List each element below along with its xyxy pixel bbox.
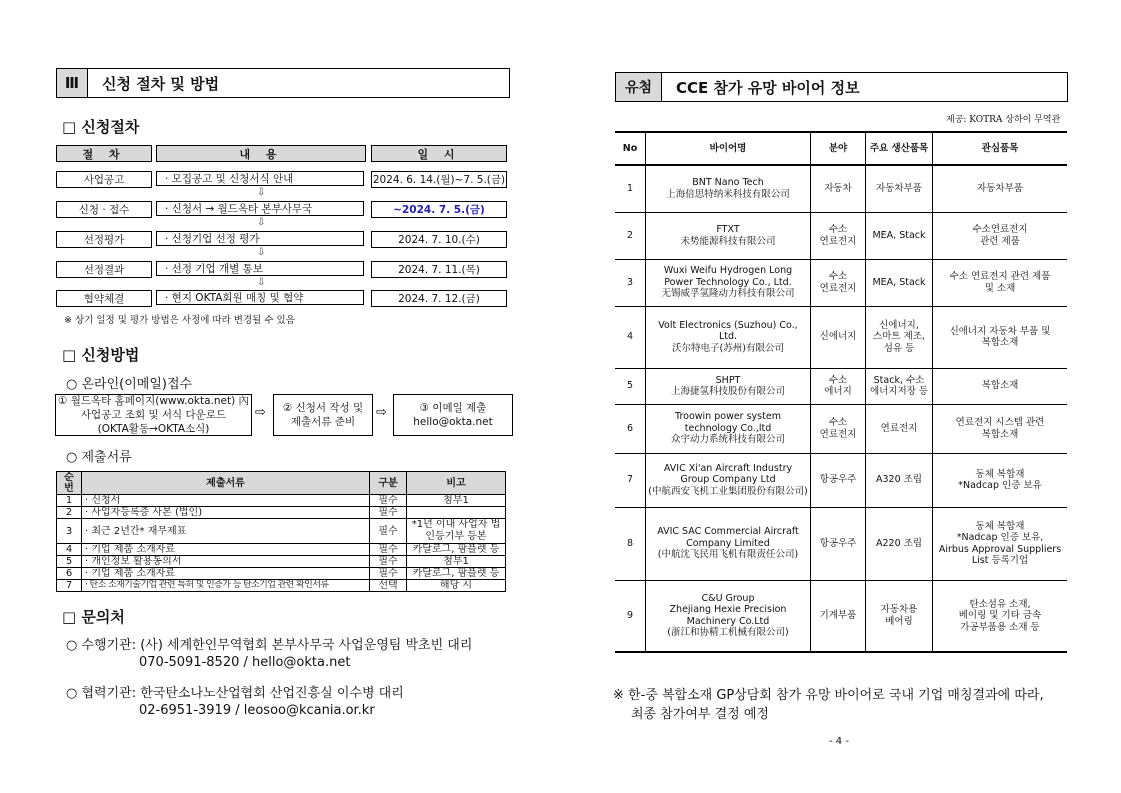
buyer-field-line: 연료전지 [819,282,857,294]
buyer-interest-line: 베이링 및 기타 금속 [958,610,1042,621]
buyer-row [615,368,1067,404]
buyer-field-line: 에너지 [824,386,852,397]
proc-date: ~2024. 7. 5.(금) [371,201,507,218]
proc-desc: · 선정 기업 개별 통보 [156,261,364,276]
flow-step-2-line1: ② 신청서 작성 및 [282,402,364,414]
buyer-product [866,306,933,368]
docs-header-no: 순번 [57,472,82,495]
buyer-row [615,507,1067,580]
proc-desc: · 신청기업 선정 평가 [156,231,364,246]
buyer-interest-line: 복합소재 [981,337,1019,348]
proc-date: 2024. 7. 10.(수) [371,231,507,248]
buyer-name-line: Group Company Ltd [680,474,776,486]
flow-step-1-line2: 사업공고 조회 및 서식 다운로드 [80,409,227,421]
buyer-name-line: 众宇动力系统科技有限公司 [670,434,785,446]
buyer-name [646,165,811,212]
buyer-name-line: SHPT [715,374,741,386]
docs-row [57,519,506,544]
buyer-interest-line: 및 소재 [984,282,1016,294]
proc-step: 사업공고 [56,171,152,188]
docs-row [57,556,506,568]
buyer-no: 1 [615,165,646,212]
proc-header-date: 일 시 [371,145,507,162]
buyer-product-line: 에너지저장 등 [869,386,929,397]
proc-date: 2024. 7. 12.(금) [371,290,507,307]
buyer-interest-line: 복합소재 [981,380,1019,392]
buyer-product-line: 자동차부품 [876,183,922,194]
buyer-product-line: MEA, Stack [872,276,926,288]
buyer-interest-line: 연료전지 시스템 관련 [955,417,1045,428]
flow-step-1-line1: ① 월드옥타 홈페이지(www.okta.net) 內 [57,395,250,407]
buyer-field-line: 수소 [828,374,848,386]
docs-cell-note: *1년 이내 사업자 법인등기부 등본 [407,519,506,544]
proc-step: 선정결과 [56,261,152,278]
buyer-field-line: 수소 [828,417,848,428]
buyer-name-line: (中航西安飞机工业集团股份有限公司) [648,485,808,497]
flow-step-3-email[interactable]: hello@okta.net [413,416,493,428]
docs-cell-no: 1 [57,495,82,507]
buyer-product-line: 섬유 등 [883,342,915,354]
buyer-interest-line: 탄소섬유 소재, [969,598,1031,610]
contact-line-1: ○ 수행기관: (사) 세계한인무역협회 본부사무국 사업운영팀 박초빈 대리 [66,638,473,653]
buyer-name-line: AVIC Xi'an Aircraft Industry [663,462,793,474]
page-number: - 4 - [829,736,849,747]
buyer-product-line: 베어링 [885,615,913,627]
buyer-field-line: 신에너지 [819,331,857,343]
buyer-field [811,165,866,212]
docs-header-type: 구분 [370,472,407,495]
docs-cell-no: 7 [57,580,82,592]
buyer-product [866,259,933,306]
proc-desc: · 모집공고 및 신청서식 안내 [156,171,364,186]
buyer-field-line: 수소 [828,271,848,282]
buyer-name-line: 上海倍思特纳米科技有限公司 [666,188,790,200]
buyer-name-line: Troowin power system [675,411,781,423]
buyer-interest [933,212,1068,259]
buyer-interest [933,165,1068,212]
buyer-product-line: A220 조립 [875,537,922,549]
buyer-row [615,404,1067,453]
proc-step: 선정평가 [56,231,152,248]
buyer-field [811,306,866,368]
buyer-name-line: Company Limited [686,537,770,549]
buyer-product [866,453,933,507]
flow-arrow-icon: ⇨ [255,405,266,420]
buyer-no: 4 [615,306,646,368]
docs-cell-note: 첨부1 [407,495,506,507]
down-arrow-icon: ⇩ [257,277,266,288]
contact-line-1b: 070-5091-8520 / hello@okta.net [139,655,351,670]
buyer-product [866,165,933,212]
buyer-interest [933,404,1068,453]
proc-header-step: 절 차 [56,145,152,162]
proc-date: 2024. 7. 11.(목) [371,261,507,278]
buyer-interest-line: *Nadcap 인증 보유 [958,480,1042,491]
buyer-name-line: Wuxi Weifu Hydrogen Long [663,265,793,277]
buyer-field-line: 연료전지 [819,235,857,247]
procedure-note: ※ 상기 일정 및 평가 방법은 사정에 따라 변경될 수 있음 [64,315,295,326]
buyer-name-line: C&U Group [701,592,755,604]
docs-cell-type: 필수 [370,507,407,519]
online-label: ○ 온라인(이메일)접수 [66,377,193,392]
buyer-field-line: 항공우주 [819,474,857,486]
section-header [56,68,510,98]
buyer-interest-line: Airbus Approval Suppliers [938,543,1062,555]
buyer-interest-line: 신에너지 자동차 부품 및 [949,325,1051,337]
buyer-interest-line: 관련 제품 [980,235,1020,247]
buyer-header-no: No [615,132,646,165]
proc-desc: · 신청서 → 월드옥타 본부사무국 [156,201,364,216]
buyer-name-line: Zhejiang Hexie Precision [669,604,787,616]
buyer-product-line: Stack, 수소 [873,374,925,386]
buyer-field [811,368,866,404]
buyer-name-line: Power Technology Co., Ltd. [664,276,792,288]
proc-step: 협약체결 [56,290,152,307]
buyer-interest-line: *Nadcap 인증 보유, [956,532,1044,543]
docs-cell-doc: · 신청서 [82,495,370,507]
buyer-no: 6 [615,404,646,453]
docs-cell-doc: · 탄소 소재기술기업 관련 특허 및 인증가 등 탄소기업 관련 확인서류 [82,580,370,592]
docs-table [56,471,506,592]
buyer-row [615,453,1067,507]
buyer-name-line: 无锡威孚氢隆动力科技有限公司 [661,288,795,300]
proc-desc: · 현지 OKTA회원 매칭 및 협약 [156,290,364,305]
buyer-row [615,580,1067,652]
docs-cell-note: 카달로그, 팜플렛 등 [407,568,506,580]
flow-arrow-icon: ⇨ [376,405,387,420]
docs-cell-type: 필수 [370,544,407,556]
flow-step-1 [55,394,252,436]
buyer-name-line: (浙江和协精工机械有限公司) [667,627,789,639]
buyer-field-line: 연료전지 [819,428,857,440]
buyer-name-line: (中航沈飞民用飞机有限责任公司) [657,549,799,561]
buyer-field-line: 기계부품 [819,610,857,621]
docs-row [57,568,506,580]
docs-header-doc: 제출서류 [82,472,370,495]
buyer-product [866,368,933,404]
buyer-no: 3 [615,259,646,306]
section-title: 신청 절차 및 방법 [102,74,220,93]
buyer-field [811,453,866,507]
buyer-field-line: 수소 [828,224,848,235]
docs-row [57,495,506,507]
contact-line-2b: 02-6951-3919 / leosoo@kcania.or.kr [139,703,375,718]
buyer-name [646,212,811,259]
docs-cell-doc: · 기업 제품 소개자료 [82,544,370,556]
proc-header-content: 내 용 [156,145,366,162]
docs-cell-no: 6 [57,568,82,580]
footnote-line-2: 최종 참가여부 결정 예정 [631,707,769,722]
buyer-row [615,259,1067,306]
buyer-name [646,507,811,580]
buyer-header-field: 분야 [811,132,866,165]
buyer-row [615,306,1067,368]
docs-cell-doc: · 사업자등록증 사본 (법인) [82,507,370,519]
buyer-interest [933,259,1068,306]
down-arrow-icon: ⇩ [257,187,266,198]
buyer-product [866,404,933,453]
buyer-no: 2 [615,212,646,259]
buyer-interest-line: 동체 복합재 [975,468,1025,480]
buyer-product-line: A320 조립 [875,474,922,486]
buyer-interest-line: 수소 연료전지 관련 제품 [949,271,1051,282]
docs-cell-no: 4 [57,544,82,556]
buyer-interest [933,368,1068,404]
buyer-name-line: 上海捷氢科技股份有限公司 [670,386,785,397]
footnote-line-1: ※ 한-중 복합소재 GP상담회 참가 유망 바이어로 국내 기업 매칭결과에 따라, [613,688,1044,703]
buyer-name-line: technology Co.,ltd [684,422,772,434]
buyer-field [811,259,866,306]
buyer-name-line: FTXT [716,224,740,235]
proc-date: 2024. 6. 14.(월)~7. 5.(금) [371,171,507,188]
buyer-name [646,453,811,507]
flow-step-3-line1: ③ 이메일 제출 [419,402,487,414]
down-arrow-icon: ⇩ [257,217,266,228]
docs-cell-doc: · 기업 제품 소개자료 [82,568,370,580]
docs-cell-type: 선택 [370,580,407,592]
buyer-interest-line: List 등록기업 [971,555,1029,566]
docs-row [57,544,506,556]
proc-step: 신청 · 접수 [56,201,152,218]
buyer-interest [933,453,1068,507]
docs-cell-type: 필수 [370,519,407,544]
buyer-name-line: Machinery Co.Ltd [686,615,770,627]
method-heading: □ 신청방법 [62,346,140,364]
procedure-heading: □ 신청절차 [62,118,140,136]
buyer-interest [933,306,1068,368]
buyer-name-line: Volt Electronics (Suzhou) Co., Ltd. [658,319,798,343]
buyer-product-line: 연료전지 [880,422,918,434]
buyer-no: 9 [615,580,646,652]
appendix-title: CCE 참가 유망 바이어 정보 [676,78,860,97]
docs-heading: ○ 제출서류 [66,450,132,465]
source-note: 제공: KOTRA 상하이 무역관 [946,115,1061,125]
buyer-name-line: BNT Nano Tech [692,177,764,189]
docs-cell-doc: · 개인정보 활용동의서 [82,556,370,568]
buyer-header-name: 바이어명 [646,132,811,165]
buyer-field [811,507,866,580]
buyer-product-line: 스마트 제조, [873,331,925,343]
buyer-table [615,131,1067,653]
docs-row [57,507,506,519]
contact-line-2: ○ 협력기관: 한국탄소나노산업협회 산업진흥실 이수병 대리 [66,686,404,701]
docs-cell-no: 3 [57,519,82,544]
docs-cell-type: 필수 [370,556,407,568]
flow-step-3 [393,394,513,436]
buyer-field [811,212,866,259]
flow-step-2-line2: 제출서류 준비 [290,416,356,428]
buyer-name [646,306,811,368]
buyer-product-line: 자동차용 [880,604,918,616]
docs-cell-no: 2 [57,507,82,519]
buyer-interest-line: 가공부품용 소재 등 [960,621,1040,633]
buyer-interest [933,507,1068,580]
docs-cell-note: 첨부1 [407,556,506,568]
buyer-no: 8 [615,507,646,580]
buyer-field [811,580,866,652]
buyer-interest-line: 동체 복합재 [975,520,1025,532]
buyer-name-line: 未势能源科技有限公司 [680,235,776,247]
buyer-field-line: 자동차 [824,183,852,194]
flow-step-2 [273,394,373,436]
buyer-name [646,580,811,652]
buyer-interest-line: 수소연료전지 [972,224,1028,235]
docs-row [57,580,506,592]
appendix-header [615,72,1068,102]
contact-heading: □ 문의처 [62,608,125,626]
docs-cell-doc: · 최근 2년간* 재무제표 [82,519,370,544]
buyer-product-line: MEA, Stack [872,229,926,241]
docs-cell-type: 필수 [370,495,407,507]
docs-cell-note: 카달로그, 팜플렛 등 [407,544,506,556]
buyer-product-line: 신에너지, [879,319,919,331]
docs-cell-no: 5 [57,556,82,568]
buyer-name-line: 沃尔特电子(苏州)有限公司 [672,342,784,354]
docs-header-note: 비고 [407,472,506,495]
buyer-header-product: 주요 생산품목 [866,132,933,165]
docs-cell-note [407,507,506,519]
buyer-name [646,404,811,453]
buyer-field [811,404,866,453]
buyer-name [646,368,811,404]
buyer-row [615,165,1067,212]
buyer-no: 7 [615,453,646,507]
buyer-header-interest: 관심품목 [933,132,1068,165]
flow-step-1-line3: (OKTA활동→OKTA소식) [97,423,210,435]
section-number: Ⅲ [57,69,88,97]
buyer-name [646,259,811,306]
buyer-field-line: 항공우주 [819,537,857,549]
docs-cell-type: 필수 [370,568,407,580]
buyer-row [615,212,1067,259]
buyer-product [866,212,933,259]
appendix-label: 유첨 [616,73,662,101]
buyer-no: 5 [615,368,646,404]
buyer-product [866,580,933,652]
buyer-interest [933,580,1068,652]
buyer-interest-line: 자동차부품 [977,183,1023,194]
down-arrow-icon: ⇩ [257,247,266,258]
buyer-interest-line: 복합소재 [981,428,1019,440]
docs-cell-note: 해당 시 [407,580,506,592]
buyer-name-line: AVIC SAC Commercial Aircraft [657,526,799,538]
buyer-product [866,507,933,580]
